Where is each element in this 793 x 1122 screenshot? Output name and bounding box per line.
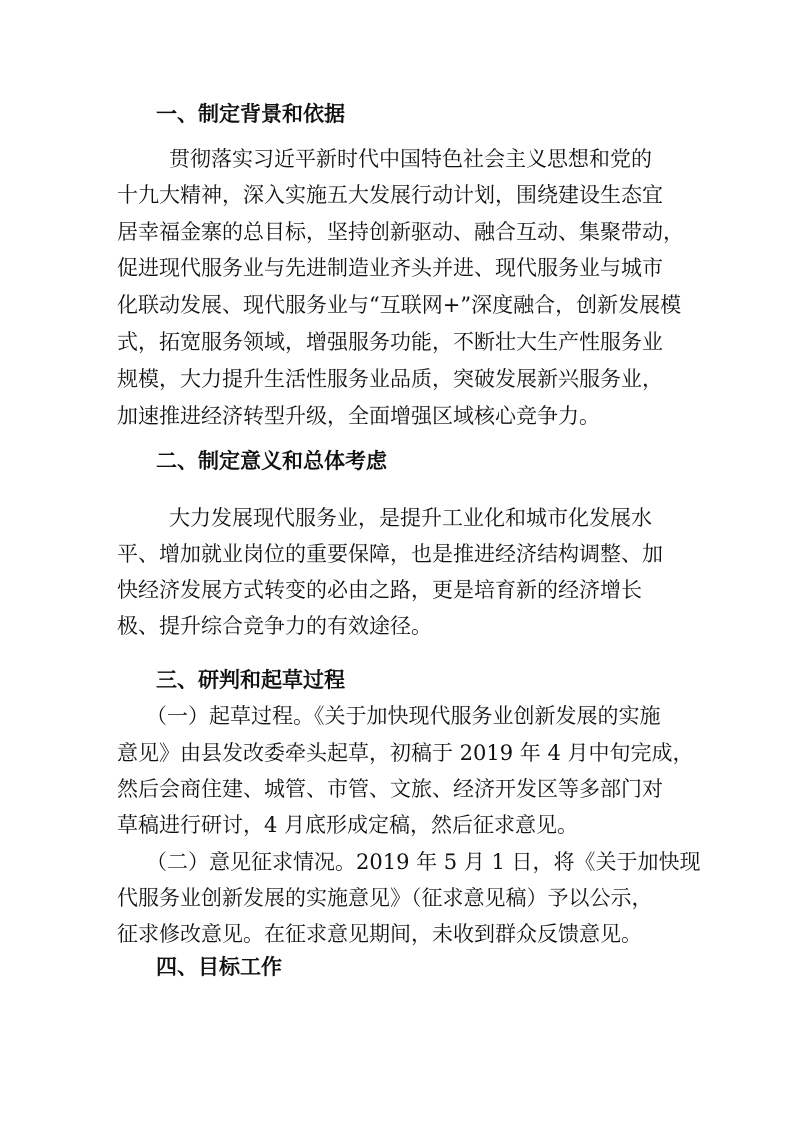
section-1-line: 规模，大力提升生活性服务业品质，突破发展新兴服务业， xyxy=(117,367,663,391)
section-1-line: 促进现代服务业与先进制造业齐头并进、现代服务业与城市 xyxy=(117,256,663,280)
section-3-line: （二）意见征求情况。2019 年 5 月 1 日，将《关于加快现 xyxy=(146,850,701,874)
section-2-line: 大力发展现代服务业，是提升工业化和城市化发展水 xyxy=(169,506,652,530)
section-2-line: 平、增加就业岗位的重要保障，也是推进经济结构调整、加 xyxy=(117,542,663,566)
section-3-line: 代服务业创新发展的实施意见》（征求意见稿）予以公示， xyxy=(117,886,653,910)
section-1-line: 加速推进经济转型升级，全面增强区域核心竞争力。 xyxy=(117,404,600,428)
section-4-heading: 四、目标工作 xyxy=(156,955,282,979)
section-3-heading: 三、研判和起草过程 xyxy=(156,668,345,692)
section-1-line: 贯彻落实习近平新时代中国特色社会主义思想和党的 xyxy=(169,147,652,171)
section-3-line: （一）起草过程。《关于加快现代服务业创新发展的实施 xyxy=(146,704,661,728)
section-3-line: 征求修改意见。在征求意见期间，未收到群众反馈意见。 xyxy=(117,922,642,946)
section-1-line: 十九大精神，深入实施五大发展行动计划，围绕建设生态宜 xyxy=(117,183,663,207)
section-1-line: 居幸福金寨的总目标，坚持创新驱动、融合互动、集聚带动， xyxy=(117,220,684,244)
section-3-line: 然后会商住建、城管、市管、文旅、经济开发区等多部门对 xyxy=(117,777,663,801)
section-1-line: 式，拓宽服务领域，增强服务功能，不断壮大生产性服务业 xyxy=(117,330,663,354)
section-3-line: 意见》由县发改委牵头起草，初稿于 2019 年 4 月中旬完成， xyxy=(117,741,694,765)
section-1-heading: 一、制定背景和依据 xyxy=(156,102,345,126)
section-2-heading: 二、制定意义和总体考虑 xyxy=(156,449,387,473)
section-1-line: 化联动发展、现代服务业与“互联网+”深度融合，创新发展模 xyxy=(117,293,682,317)
section-3-line: 草稿进行研讨，4 月底形成定稿，然后征求意见。 xyxy=(117,813,579,837)
section-2-line: 快经济发展方式转变的必由之路，更是培育新的经济增长 xyxy=(117,578,642,602)
section-2-line: 极、提升综合竞争力的有效途径。 xyxy=(117,614,432,638)
